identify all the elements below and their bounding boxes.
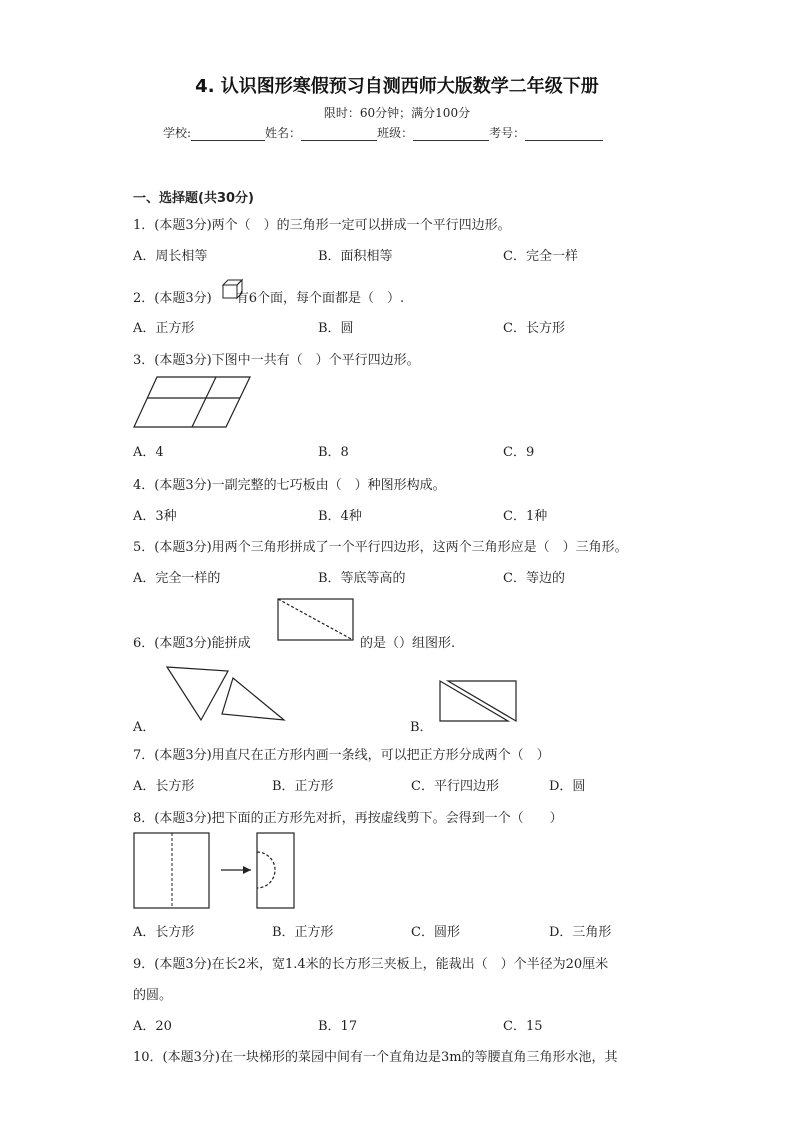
- question-2: [133, 287, 404, 306]
- q3-option-c[interactable]: C．9: [503, 445, 535, 460]
- parallelogram-figure: [133, 374, 253, 430]
- name-blank[interactable]: [301, 128, 377, 141]
- q1-option-a[interactable]: A．周长相等: [133, 249, 208, 264]
- school-blank[interactable]: [191, 128, 265, 141]
- q3-option-a[interactable]: A．4: [133, 445, 164, 460]
- q2-text-before: 2．(本题3分): [133, 291, 212, 306]
- q6-option-a-figure: [164, 664, 288, 724]
- q9-option-a[interactable]: A．20: [133, 1019, 172, 1034]
- q9-option-b[interactable]: B．17: [318, 1019, 358, 1034]
- q4-option-b[interactable]: B．4种: [318, 509, 362, 524]
- q8-option-a[interactable]: A．长方形: [133, 925, 195, 940]
- q6-option-a[interactable]: A．: [133, 720, 156, 735]
- class-blank[interactable]: [413, 128, 489, 141]
- question-9-line2: 的圆。: [133, 988, 173, 1003]
- question-3: 3．(本题3分)下图中一共有（ ）个平行四边形。: [133, 353, 420, 368]
- q5-option-c[interactable]: C．等边的: [503, 571, 565, 586]
- question-4: 4．(本题3分)一副完整的七巧板由（ ）种图形构成。: [133, 478, 446, 493]
- page-subtitle: 限时：60分钟；满分100分: [323, 106, 471, 120]
- q1-option-b[interactable]: B．面积相等: [318, 249, 393, 264]
- question-7: 7．(本题3分)用直尺在正方形内画一条线，可以把正方形分成两个（ ）: [133, 748, 550, 763]
- rectangle-with-dashed-diagonal: [277, 598, 355, 642]
- q4-option-c[interactable]: C．1种: [503, 509, 548, 524]
- q2-option-a[interactable]: A．正方形: [133, 321, 195, 336]
- student-info-row: [163, 124, 603, 141]
- q1-option-c[interactable]: C．完全一样: [503, 249, 578, 264]
- question-1: 1．(本题3分)两个（ ）的三角形一定可以拼成一个平行四边形。: [133, 218, 511, 233]
- question-6-prefix: 6．(本题3分)能拼成: [133, 636, 251, 651]
- q5-option-b[interactable]: B．等底等高的: [318, 571, 406, 586]
- question-5: 5．(本题3分)用两个三角形拼成了一个平行四边形，这两个三角形应是（ ）三角形。: [133, 540, 628, 555]
- q3-option-b[interactable]: B．8: [318, 445, 349, 460]
- school-label: 学校:: [163, 126, 192, 140]
- id-blank[interactable]: [525, 128, 603, 141]
- question-9: 9．(本题3分)在长2米，宽1.4米的长方形三夹板上，能裁出（ ）个半径为20厘米: [133, 957, 609, 972]
- section-title: 一、选择题(共30分): [133, 191, 254, 206]
- q7-option-a[interactable]: A．长方形: [133, 779, 195, 794]
- q7-option-d[interactable]: D．圆: [549, 779, 586, 794]
- question-6-suffix: 的是（）组图形.: [360, 636, 456, 651]
- question-10: 10．(本题3分)在一块梯形的菜园中间有一个直角边是3m的等腰直角三角形水池，其: [133, 1050, 618, 1065]
- q6-option-b-figure: [438, 678, 518, 724]
- name-label: 姓名：: [265, 126, 302, 140]
- q7-option-b[interactable]: B．正方形: [272, 779, 334, 794]
- q2-option-c[interactable]: C．长方形: [503, 321, 565, 336]
- q4-option-a[interactable]: A．3种: [133, 509, 177, 524]
- question-8: 8．(本题3分)把下面的正方形先对折，再按虚线剪下。会得到一个（ ）: [133, 811, 563, 826]
- q9-option-c[interactable]: C．15: [503, 1019, 543, 1034]
- q7-option-c[interactable]: C．平行四边形: [411, 779, 499, 794]
- q8-option-c[interactable]: C．圆形: [411, 925, 460, 940]
- q2-text-after: 有6个面，每个面都是（ ）.: [235, 291, 405, 306]
- page-title: 4. 认识图形寒假预习自测西师大版数学二年级下册: [195, 76, 599, 97]
- id-label: 考号：: [489, 126, 526, 140]
- q8-option-d[interactable]: D．三角形: [549, 925, 612, 940]
- q8-option-b[interactable]: B．正方形: [272, 925, 334, 940]
- q2-option-b[interactable]: B．圆: [318, 321, 354, 336]
- cube-icon: [221, 278, 245, 300]
- fold-cut-figure: [133, 832, 298, 910]
- q5-option-a[interactable]: A．完全一样的: [133, 571, 221, 586]
- q6-option-b[interactable]: B．: [410, 720, 433, 735]
- class-label: 班级：: [377, 126, 414, 140]
